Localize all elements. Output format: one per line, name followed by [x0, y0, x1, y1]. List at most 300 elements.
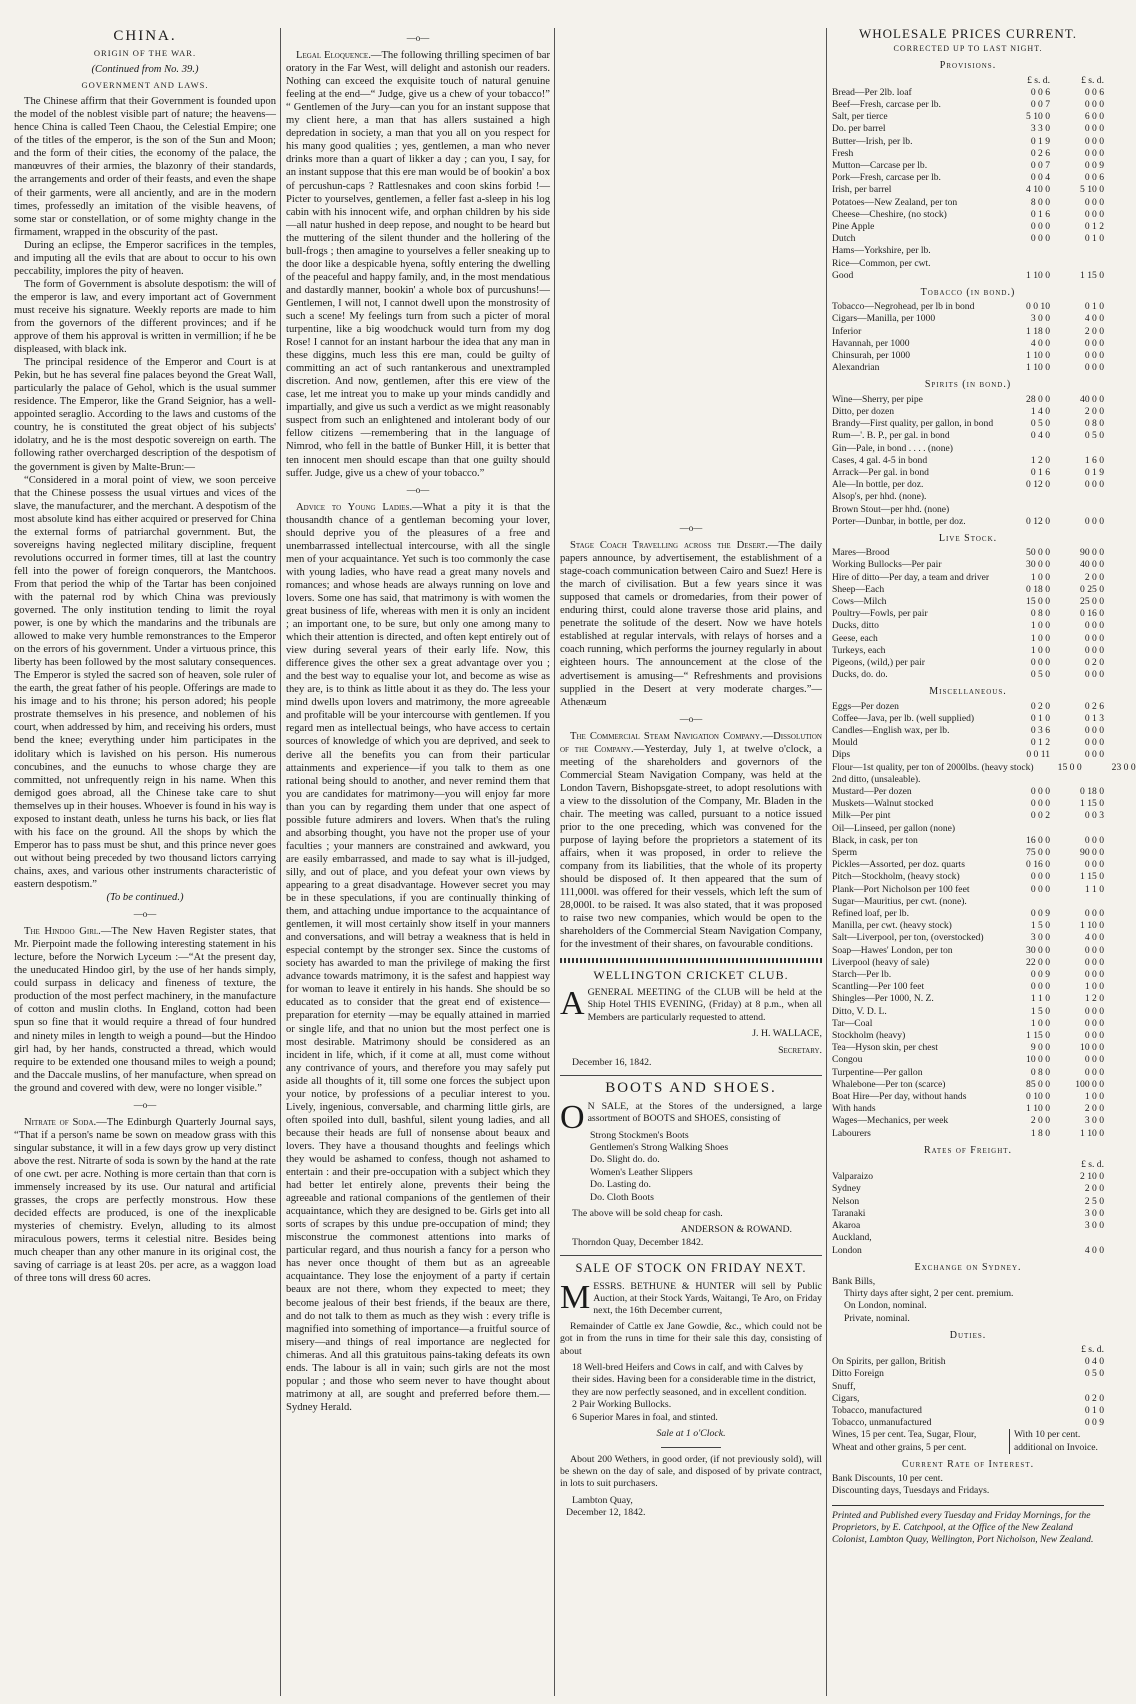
- price-item: Salt—Liverpool, per ton, (overstocked): [832, 932, 984, 944]
- freight-head: Rates of Freight.: [923, 1144, 1013, 1156]
- price-item: Cheese—Cheshire, (no stock): [832, 208, 947, 220]
- price-item: Inferior: [832, 325, 862, 337]
- price-high: 0 0 0: [1084, 515, 1104, 527]
- price-row: [832, 1091, 1104, 1103]
- price-high: 0 0 0: [1084, 1005, 1104, 1017]
- price-low: 15 0 0: [1057, 761, 1082, 773]
- price-high: [1050, 258, 1104, 270]
- price-low: 85 0 0: [1026, 1078, 1050, 1090]
- price-low: 2 0 0: [1030, 1115, 1050, 1127]
- price-low: 0 0 0: [1030, 871, 1050, 883]
- price-low: [1002, 823, 1050, 835]
- price-row: [832, 467, 1104, 479]
- price-row: [832, 338, 1104, 350]
- advice-head: Advice to Young Ladies.: [296, 501, 413, 513]
- stage-head: Stage Coach Travelling across the Desert.: [570, 540, 768, 552]
- price-low: 1 10 0: [1026, 269, 1050, 281]
- price-row: [832, 350, 1104, 362]
- price-item: Rice—Common, per cwt.: [832, 257, 931, 269]
- price-item: Coffee—Java, per lb. (well supplied): [832, 712, 975, 724]
- price-low: 1 5 0: [1030, 1005, 1050, 1017]
- price-low: 3 0 0: [1030, 932, 1050, 944]
- price-high: 0 2 0: [1084, 656, 1104, 668]
- price-value: 0 1 0: [1084, 1404, 1104, 1416]
- advice-text: —What a pity it is that the thousandth chance of a gentleman becoming your lover, should deprive you of the pleasures of a free and unembarrassed intellectual intercourse, with all the single men of your acquaintance. Yet such is too commonly the case with young ladies, who have read a great many novels and romances; and whose heads are always running on love and lovers. Some one has said, that matrimony is with women the great business of life, whereas with men it is only an incident ; an important one, to be sure, but only one among many to which their attention is directed, and often kept entirely out of view during several years of their early life. Now, this difference gives the other sex a great advantage over you ; and the best way to equalise your lot, and become as wise as they are, is to think as little about it as they do. The less your mind dwells upon lovers and matrimony, the more agreeable and profitable will be your intercourse with gentlemen. If you regard men as intellectual beings, who have access to certain sources of knowledge of which you are deprived, and seek to derive all the benefits you can from their particular attainments and experience—if you talk to them as one rational being should to another, and never remind them that you are candidates for matrimony—you will enjoy far more than you can by regarding them under that one aspect of possible future admirers and lovers. When that's the ruling and absorbing thought, you have not the proper use of your faculties ; your manners are constrained and awkward, you are easily embarrassed, and made to say what is ill-judged, silly, and out of place, and you defeat your own views by appearing to a great disadvantage. However secret you may be in these speculations, if you are continually thinking of them, and attaching undue importance to the acquaintance of gentlemen, it will most certainly show itself in your manners and conversations, and will betray a weakness that is held in especial contempt by the stronger sex. Since the customs of society has awarded to man the privilege of making the first advance towards matrimony, it is the safest and happiest way for woman to leave it entirely in his hands. She should be so educated as to consider that the great end of existence—preparation for eternity —may be equally attained in married or single life, and that no union but the most perfect one is most desirable. Matrimony should be considered as an incident in life, which, if it come at all, must come without any contrivance of yours, and therefore you may safely put aside all thoughts of it, till some one forces the subject upon your notice, by professions of a peculiar interest to you. Lively, ingenious, conversable, and charming little girls, are often spoiled into dull, bashful, silent young ladies, and all because their heads are full of nonsense about beaux and lovers. They have a thousand thoughts and feelings which they would be ashamed to confess, though not ashamed to entertain : and their pre-occupation with a subject which they had better let entirely alone, prevents their being the agreeable and rational companions of the gentlemen of their acquaintance, which they are designed to be. Girls get into all sorts of scrapes by this undue pre-occupation of mind; they misconstrue the commonest attentions into marks of particular regard, and thus nourish a fancy for a person who has never once thought of them but as an agreeable acquaintance. They lose the enjoyment of a party if certain beaux are not there, whom they expected to meet; they become jealous of their best friends, if the beaux are there, and do not talk to them as much as they wish : every trifle is magnified into something of importance—a fruitful source of misery—and things of real importance are neglected for chimeras. And all this gratuitous pains-taking defeats its own ends. The labour is all in vain; such girls are not the most popular ; and those who seem never to have thought about matrimony at all, are sought and preferred before them.—Sydney Herald.: [286, 501, 550, 1413]
- price-row: [832, 1196, 1104, 1208]
- exchange-block: [832, 1276, 1104, 1325]
- prices-subtitle: CORRECTED UP TO LAST NIGHT.: [893, 44, 1043, 54]
- prices-title: WHOLESALE PRICES CURRENT.: [859, 26, 1077, 41]
- china-subtitle: ORIGIN OF THE WAR.: [93, 48, 197, 59]
- boots-note: The above will be sold cheap for cash.: [572, 1208, 723, 1219]
- price-item: Cases, 4 gal. 4-5 in bond: [832, 454, 928, 466]
- price-item: Pigeons, (wild,) per pair: [832, 656, 925, 668]
- price-low: 0 5 0: [1030, 418, 1050, 430]
- price-item: Cigars,: [832, 1392, 860, 1404]
- china-paragraph: The Chinese affirm that their Government is founded upon the model of the noblest visible part of nature; the heavens—hence China is called Teen Chaou, the Celestial Empire; one of the titles of the emperor, is the son of the Sun and Moon; and the form of their cities, the economy of the palace, the manœuvres of their armies, the blazonry of their standards, the arrangements and order of their feasts, and even the shape of their garments, were all anciently, and are in the modern times, professedly an imitation of the visible heavens, of some star or constellation, or of some mighty change in the firmament, wrapped in the obscurity of the past.: [14, 96, 276, 238]
- price-row: [832, 1381, 1104, 1393]
- price-item: Rum—'. B. P., per gal. in bond: [832, 430, 950, 442]
- boots-dropcap: O: [560, 1098, 585, 1136]
- price-row: [832, 1417, 1104, 1429]
- price-low: 1 2 0: [1030, 454, 1050, 466]
- list-item: Do. Lasting do.: [590, 1179, 651, 1191]
- price-item: Pork—Fresh, carcase per lb.: [832, 172, 941, 184]
- price-item: Salt, per tierce: [832, 111, 888, 123]
- misc-head: Miscellaneous.: [929, 686, 1007, 698]
- price-low: [1002, 245, 1050, 257]
- china-tbc: (To be continued.): [106, 892, 184, 904]
- price-high: 1 2 0: [1084, 993, 1104, 1005]
- price-item: Pine Apple: [832, 221, 875, 233]
- price-high: 1 6 0: [1084, 454, 1104, 466]
- separator: —o—: [406, 484, 430, 495]
- price-row: [832, 184, 1104, 196]
- duties-table: [832, 1356, 1104, 1429]
- cricket-date: December 16, 1842.: [572, 1056, 652, 1068]
- price-row: [832, 123, 1104, 135]
- list-item: 2 Pair Working Bullocks.: [572, 1399, 672, 1411]
- col-head-right: £ s. d.: [1081, 74, 1104, 86]
- stock-remainder: Remainder of Cattle ex Jane Gowdie, &c., which could not be got in from the runs in time for their sale this day, consisting of about: [560, 1320, 822, 1357]
- price-row: [832, 172, 1104, 184]
- price-value: 0 4 0: [1084, 1356, 1104, 1368]
- separator: —o—: [679, 523, 703, 533]
- price-high: 1 15 0: [1080, 269, 1104, 281]
- price-item: Nelson: [832, 1195, 860, 1207]
- stock-time: Sale at 1 o'Clock.: [656, 1428, 726, 1440]
- price-high: 0 0 0: [1084, 969, 1104, 981]
- column-rule: [554, 28, 555, 1696]
- price-item: Tobacco, unmanufactured: [832, 1417, 932, 1429]
- price-item: Milk—Per pint: [832, 810, 891, 822]
- stage-article: [560, 539, 822, 709]
- price-row: [832, 798, 1104, 810]
- price-high: 1 15 0: [1080, 798, 1104, 810]
- price-high: 0 0 0: [1084, 99, 1104, 111]
- price-item: Porter—Dunbar, in bottle, per doz.: [832, 515, 966, 527]
- china-continued: (Continued from No. 39.): [91, 64, 199, 76]
- price-item: Sheep—Each: [832, 583, 885, 595]
- price-high: 0 0 3: [1084, 810, 1104, 822]
- price-high: 0 0 0: [1084, 1066, 1104, 1078]
- price-high: 0 1 2: [1084, 221, 1104, 233]
- price-item: Alsop's, per hhd. (none).: [832, 491, 927, 503]
- price-low: 10 0 0: [1026, 1054, 1050, 1066]
- duties-columns-header: [832, 1344, 1104, 1356]
- price-row: [832, 810, 1104, 822]
- tobacco-head: Tobacco (in bond.): [920, 287, 1016, 299]
- price-row: [832, 713, 1104, 725]
- exchange-line: On London, nominal.: [844, 1300, 927, 1312]
- boots-advert: [560, 1082, 822, 1249]
- price-row: [832, 835, 1104, 847]
- price-low: 0 0 10: [1026, 301, 1050, 313]
- price-item: Sperm: [832, 847, 858, 858]
- price-row: [832, 221, 1104, 233]
- price-item: Shingles—Per 1000, N. Z.: [832, 993, 934, 1005]
- price-low: 0 1 6: [1030, 466, 1050, 478]
- price-item: Plank—Port Nicholson per 100 feet: [832, 883, 970, 895]
- price-item: Cows—Milch: [832, 595, 887, 607]
- col-head-left: £ s. d.: [1027, 74, 1050, 86]
- price-item: Wages—Mechanics, per week: [832, 1115, 949, 1127]
- price-row: [832, 932, 1104, 944]
- separator: —o—: [679, 713, 703, 724]
- price-low: 0 3 6: [1030, 724, 1050, 736]
- price-row: [832, 1115, 1104, 1127]
- price-low: [1002, 443, 1050, 455]
- divider: [560, 1255, 822, 1256]
- legal-head: Legal Eloquence.: [296, 50, 371, 62]
- price-low: 0 0 2: [1030, 810, 1050, 822]
- price-item: Gin—Pale, in bond . . . . (none): [832, 442, 953, 454]
- price-item: Tobacco—Negrohead, per lb in bond: [832, 301, 975, 313]
- price-row: [832, 313, 1104, 325]
- price-low: 0 10 0: [1026, 1091, 1050, 1103]
- price-low: 0 0 7: [1030, 99, 1050, 111]
- price-low: 4 10 0: [1026, 184, 1050, 196]
- price-item: Dips: [832, 749, 851, 761]
- price-row: [832, 1393, 1104, 1405]
- legal-article: [286, 49, 550, 480]
- price-item: Ditto, V. D. L.: [832, 1005, 887, 1017]
- price-item: Geese, each: [832, 632, 878, 644]
- price-high: 0 0 0: [1084, 350, 1104, 362]
- price-row: [832, 1128, 1104, 1140]
- price-row: [832, 957, 1104, 969]
- boots-signer: ANDERSON & ROWAND.: [680, 1224, 792, 1236]
- column-rule: [826, 28, 827, 1696]
- separator: —o—: [133, 1099, 157, 1110]
- price-high: 0 18 0: [1080, 785, 1104, 797]
- price-high: 0 0 9: [1084, 160, 1104, 172]
- price-low: 0 4 0: [1030, 430, 1050, 442]
- price-row: [832, 1183, 1104, 1195]
- exchange-line: Private, nominal.: [844, 1312, 910, 1324]
- price-low: 1 10 0: [1026, 350, 1050, 362]
- price-high: 0 2 6: [1084, 700, 1104, 712]
- china-section: GOVERNMENT AND LAWS.: [81, 80, 209, 91]
- price-low: 9 0 0: [1030, 1042, 1050, 1054]
- price-low: 0 16 0: [1026, 859, 1050, 871]
- price-row: [832, 645, 1104, 657]
- price-low: 0 1 0: [1030, 712, 1050, 724]
- price-item: Manilla, per cwt. (heavy stock): [832, 920, 952, 932]
- price-high: 1 0 0: [1084, 981, 1104, 993]
- price-low: 0 0 9: [1030, 969, 1050, 981]
- price-high: 0 5 0: [1084, 430, 1104, 442]
- price-item: Ale—In bottle, per doz.: [832, 479, 924, 491]
- price-row: [832, 1405, 1104, 1417]
- price-row: [832, 596, 1104, 608]
- price-item: Turkeys, each: [832, 644, 886, 656]
- price-row: [832, 786, 1104, 798]
- price-low: 1 18 0: [1026, 325, 1050, 337]
- duties-note-right: With 10 per cent. additional on Invoice.: [1009, 1429, 1104, 1453]
- price-row: [832, 87, 1104, 99]
- price-low: 0 8 0: [1030, 1066, 1050, 1078]
- price-row: [832, 443, 1104, 455]
- price-item: Mustard—Per dozen: [832, 785, 912, 797]
- price-high: 0 0 0: [1084, 1017, 1104, 1029]
- price-row: [832, 896, 1104, 908]
- duties-notes: [832, 1429, 1104, 1453]
- price-high: [1050, 245, 1104, 257]
- price-high: 4 0 0: [1084, 932, 1104, 944]
- price-high: 25 0 0: [1080, 595, 1104, 607]
- price-row: [832, 657, 1104, 669]
- boots-place: Thorndon Quay, December 1842.: [572, 1236, 704, 1248]
- interest-head: Current Rate of Interest.: [901, 1458, 1035, 1470]
- price-row: [832, 418, 1104, 430]
- price-high: 2 0 0: [1084, 405, 1104, 417]
- price-high: 4 0 0: [1084, 313, 1104, 325]
- price-row: [832, 148, 1104, 160]
- price-row: [832, 270, 1104, 282]
- price-item: Fresh: [832, 147, 854, 159]
- freight-columns-header: [832, 1159, 1104, 1171]
- price-value: 2 5 0: [1084, 1195, 1104, 1207]
- price-low: 1 5 0: [1030, 920, 1050, 932]
- advice-continued-space: [560, 28, 822, 518]
- price-row: [832, 633, 1104, 645]
- steam-text: —Yesterday, July 1, at twelve o'clock, a meeting of the shareholders and governors of the Commercial Steam Navigation Company, was held at the London Tavern, Bishopsgate-street, to adopt resolutions with a view to the dissolution of the Company, Mr. Bladen in the chair. The meeting was called, pursuant to a notice issued prior to the one preceding, which was convened for the purpose of laying before the proprietors a statement of its affairs, when it was proposed, in order to relieve the company from its liabilities, that the whole of its property should be disposed of. It then appeared that the sum of 111,000l. was offered for their vessels, which left the sum of 28,000l. to be raised. It was also stated, that it was proposed to raise two new companies, which would be open to the shareholders of the Commercial Steam Navigation Company, for the investment of their shares, on favourable conditions.: [560, 743, 822, 951]
- price-high: 0 0 0: [1084, 956, 1104, 968]
- price-high: 0 0 0: [1084, 724, 1104, 736]
- price-item: Sugar—Mauritius, per cwt. (none).: [832, 895, 967, 907]
- price-high: 2 0 0: [1084, 1103, 1104, 1115]
- price-high: 40 0 0: [1080, 393, 1104, 405]
- price-low: 0 0 0: [1030, 233, 1050, 245]
- provisions-head: Provisions.: [939, 60, 997, 72]
- price-item: Ditto, per dozen: [832, 405, 895, 417]
- price-item: Mares—Brood: [832, 547, 890, 559]
- price-low: 1 10 0: [1026, 362, 1050, 374]
- price-row: [832, 1208, 1104, 1220]
- nitrate-head: Nitrate of Soda.: [24, 1116, 97, 1128]
- price-item: With hands: [832, 1103, 876, 1115]
- price-low: 0 2 6: [1030, 147, 1050, 159]
- price-row: [832, 981, 1104, 993]
- column-2: [286, 28, 550, 1696]
- price-value: 2 10 0: [1080, 1171, 1104, 1183]
- price-row: [832, 516, 1104, 528]
- stock-date: December 12, 1842.: [566, 1507, 646, 1519]
- price-item: Wine—Sherry, per pipe: [832, 393, 923, 405]
- cricket-title: WELLINGTON CRICKET CLUB.: [593, 967, 789, 982]
- price-row: [832, 908, 1104, 920]
- price-low: [1002, 504, 1050, 516]
- price-low: 1 0 0: [1030, 571, 1050, 583]
- price-low: 1 0 0: [1030, 644, 1050, 656]
- price-row: [832, 620, 1104, 632]
- price-low: 0 0 0: [1030, 785, 1050, 797]
- price-item: Candles—English wax, per lb.: [832, 724, 950, 736]
- price-item: Snuff,: [832, 1380, 856, 1392]
- price-high: 0 0 0: [1084, 362, 1104, 374]
- price-low: 30 0 0: [1026, 559, 1050, 571]
- price-item: Oil—Linseed, per gallon (none): [832, 822, 956, 834]
- price-high: 0 8 0: [1084, 418, 1104, 430]
- price-low: 0 0 7: [1030, 160, 1050, 172]
- price-high: [1050, 823, 1104, 835]
- freight-col-head: £ s. d.: [1081, 1159, 1104, 1171]
- imprint: Printed and Published every Tuesday and Friday Mornings, for the Proprietors, by E. Catchpool, at the Office of the New Zealand Colonist, Lambton Quay, Wellington, Port Nicholson, New Zealand.: [832, 1505, 1104, 1546]
- stock-wethers: About 200 Wethers, in good order, (if not previously sold), will be shewn on the day of sale, and disposed of by private contract, in lots to suit purchasers.: [560, 1453, 822, 1490]
- price-high: 0 16 0: [1080, 608, 1104, 620]
- livestock-head: Live Stock.: [938, 532, 998, 544]
- nitrate-text: —The Edinburgh Quarterly Journal says, “That if a person's name be sown on meadow grass with this singular substance, it will in a few days grow up very distinct above the rest. Nitrarte of soda is sown by the hand at the rate of one cwt. per acre. Nothing is more certain than that corn is immensely increased by its use. Our natural and artificial grasses, the crops are perfectly monstrous. How these decided effects are produced, is one of the inexplicable mysteries of chemistry. Evelyn, alluding to its almost miraculous powers, terms it celestial nitre. Besides being much cheaper than any other manure in its original cost, the saving of carriage is at least 20s. per acre, as a waggon load of three tons will dress 60 acres.: [14, 1116, 276, 1285]
- price-value: 0 2 0: [1084, 1392, 1104, 1404]
- price-item: Havannah, per 1000: [832, 337, 910, 349]
- list-item: Strong Stockmen's Boots: [590, 1129, 689, 1141]
- price-row: [832, 920, 1104, 932]
- price-item: Beef—Fresh, carcase per lb.: [832, 99, 941, 111]
- price-row: [832, 233, 1104, 245]
- separator: —o—: [133, 909, 157, 920]
- price-item: Potatoes—New Zealand, per ton: [832, 196, 958, 208]
- stock-dropcap: M: [560, 1278, 591, 1316]
- price-row: [832, 945, 1104, 957]
- price-item: Chinsurah, per 1000: [832, 350, 911, 362]
- price-low: 0 0 0: [1030, 656, 1050, 668]
- freight-table: [832, 1171, 1104, 1256]
- price-high: 0 0 0: [1084, 135, 1104, 147]
- price-low: 0 0 0: [1030, 981, 1050, 993]
- price-item: Black, in cask, per ton: [832, 834, 918, 846]
- price-low: 0 8 0: [1030, 608, 1050, 620]
- price-low: 0 12 0: [1026, 479, 1050, 491]
- price-item: Irish, per barrel: [832, 184, 892, 196]
- column-rule: [280, 28, 281, 1696]
- price-high: 0 1 3: [1084, 712, 1104, 724]
- price-high: 0 0 6: [1084, 86, 1104, 98]
- price-row: [832, 847, 1104, 859]
- provisions-table: [832, 87, 1104, 282]
- price-item: Refined loaf, per lb.: [832, 908, 909, 920]
- price-row: [832, 884, 1104, 896]
- price-low: 28 0 0: [1026, 393, 1050, 405]
- price-high: 0 0 0: [1084, 337, 1104, 349]
- separator: —o—: [406, 33, 430, 43]
- price-high: 0 0 0: [1084, 147, 1104, 159]
- price-low: 0 1 6: [1030, 208, 1050, 220]
- price-low: 5 10 0: [1026, 111, 1050, 123]
- list-item: Do. Cloth Boots: [590, 1191, 654, 1203]
- price-row: [832, 1368, 1104, 1380]
- column-1: [14, 28, 276, 1696]
- cricket-text: GENERAL MEETING of the CLUB will be held at the Ship Hotel THIS EVENING, (Friday) at 8 p.m., when all Members are particularly requested to attend.: [587, 986, 822, 1023]
- price-item: Dutch: [832, 233, 856, 245]
- price-high: 1 10 0: [1080, 920, 1104, 932]
- price-row: [832, 1232, 1104, 1244]
- cricket-role: Secretary.: [778, 1044, 822, 1056]
- price-row: [832, 701, 1104, 713]
- price-item: Whalebone—Per ton (scarce): [832, 1078, 946, 1090]
- price-value: [1050, 1381, 1104, 1393]
- price-low: 0 18 0: [1026, 583, 1050, 595]
- hindoo-article: [14, 925, 276, 1095]
- price-item: Tea—Hyson skin, per chest: [832, 1042, 938, 1054]
- duties-head: Duties.: [949, 1329, 987, 1341]
- price-high: 0 0 0: [1084, 123, 1104, 135]
- price-item: 2nd ditto, (unsaleable).: [832, 773, 921, 785]
- price-low: 1 4 0: [1030, 405, 1050, 417]
- price-value: 3 0 0: [1084, 1207, 1104, 1219]
- price-row: [832, 823, 1104, 835]
- price-row: [832, 1030, 1104, 1042]
- china-title: CHINA.: [113, 28, 177, 44]
- price-value: 2 0 0: [1084, 1183, 1104, 1195]
- price-low: 0 0 0: [1030, 798, 1050, 810]
- price-low: 0 0 4: [1030, 172, 1050, 184]
- price-low: [1002, 774, 1050, 786]
- price-row: [832, 559, 1104, 571]
- price-item: Ducks, do. do.: [832, 669, 888, 681]
- price-high: 0 0 0: [1084, 632, 1104, 644]
- price-low: 0 0 9: [1030, 908, 1050, 920]
- price-value: 0 5 0: [1084, 1368, 1104, 1380]
- livestock-table: [832, 547, 1104, 681]
- price-low: 3 0 0: [1030, 313, 1050, 325]
- price-row: [832, 725, 1104, 737]
- price-row: [832, 245, 1104, 257]
- price-item: Poultry—Fowls, per pair: [832, 608, 928, 620]
- price-row: [832, 209, 1104, 221]
- price-row: [832, 362, 1104, 374]
- price-low: 0 5 0: [1030, 669, 1050, 681]
- price-item: Akaroa: [832, 1220, 861, 1232]
- price-row: [832, 749, 1104, 761]
- price-high: 3 0 0: [1084, 1115, 1104, 1127]
- price-high: 1 1 0: [1084, 883, 1104, 895]
- stock-place: Lambton Quay,: [572, 1494, 633, 1506]
- price-item: Muskets—Walnut stocked: [832, 798, 934, 810]
- price-item: Hams—Yorkshire, per lb.: [832, 245, 931, 257]
- price-high: 6 0 0: [1084, 111, 1104, 123]
- price-low: 0 1 9: [1030, 135, 1050, 147]
- price-row: [832, 504, 1104, 516]
- price-low: 0 0 0: [1030, 883, 1050, 895]
- price-high: 1 10 0: [1080, 1127, 1104, 1139]
- list-item: Gentlemen's Strong Walking Shoes: [590, 1141, 729, 1153]
- price-high: 0 1 0: [1084, 233, 1104, 245]
- price-high: 1 0 0: [1084, 1091, 1104, 1103]
- price-row: [832, 258, 1104, 270]
- exchange-line: Bank Bills,: [832, 1275, 876, 1287]
- price-item: Congou: [832, 1054, 863, 1066]
